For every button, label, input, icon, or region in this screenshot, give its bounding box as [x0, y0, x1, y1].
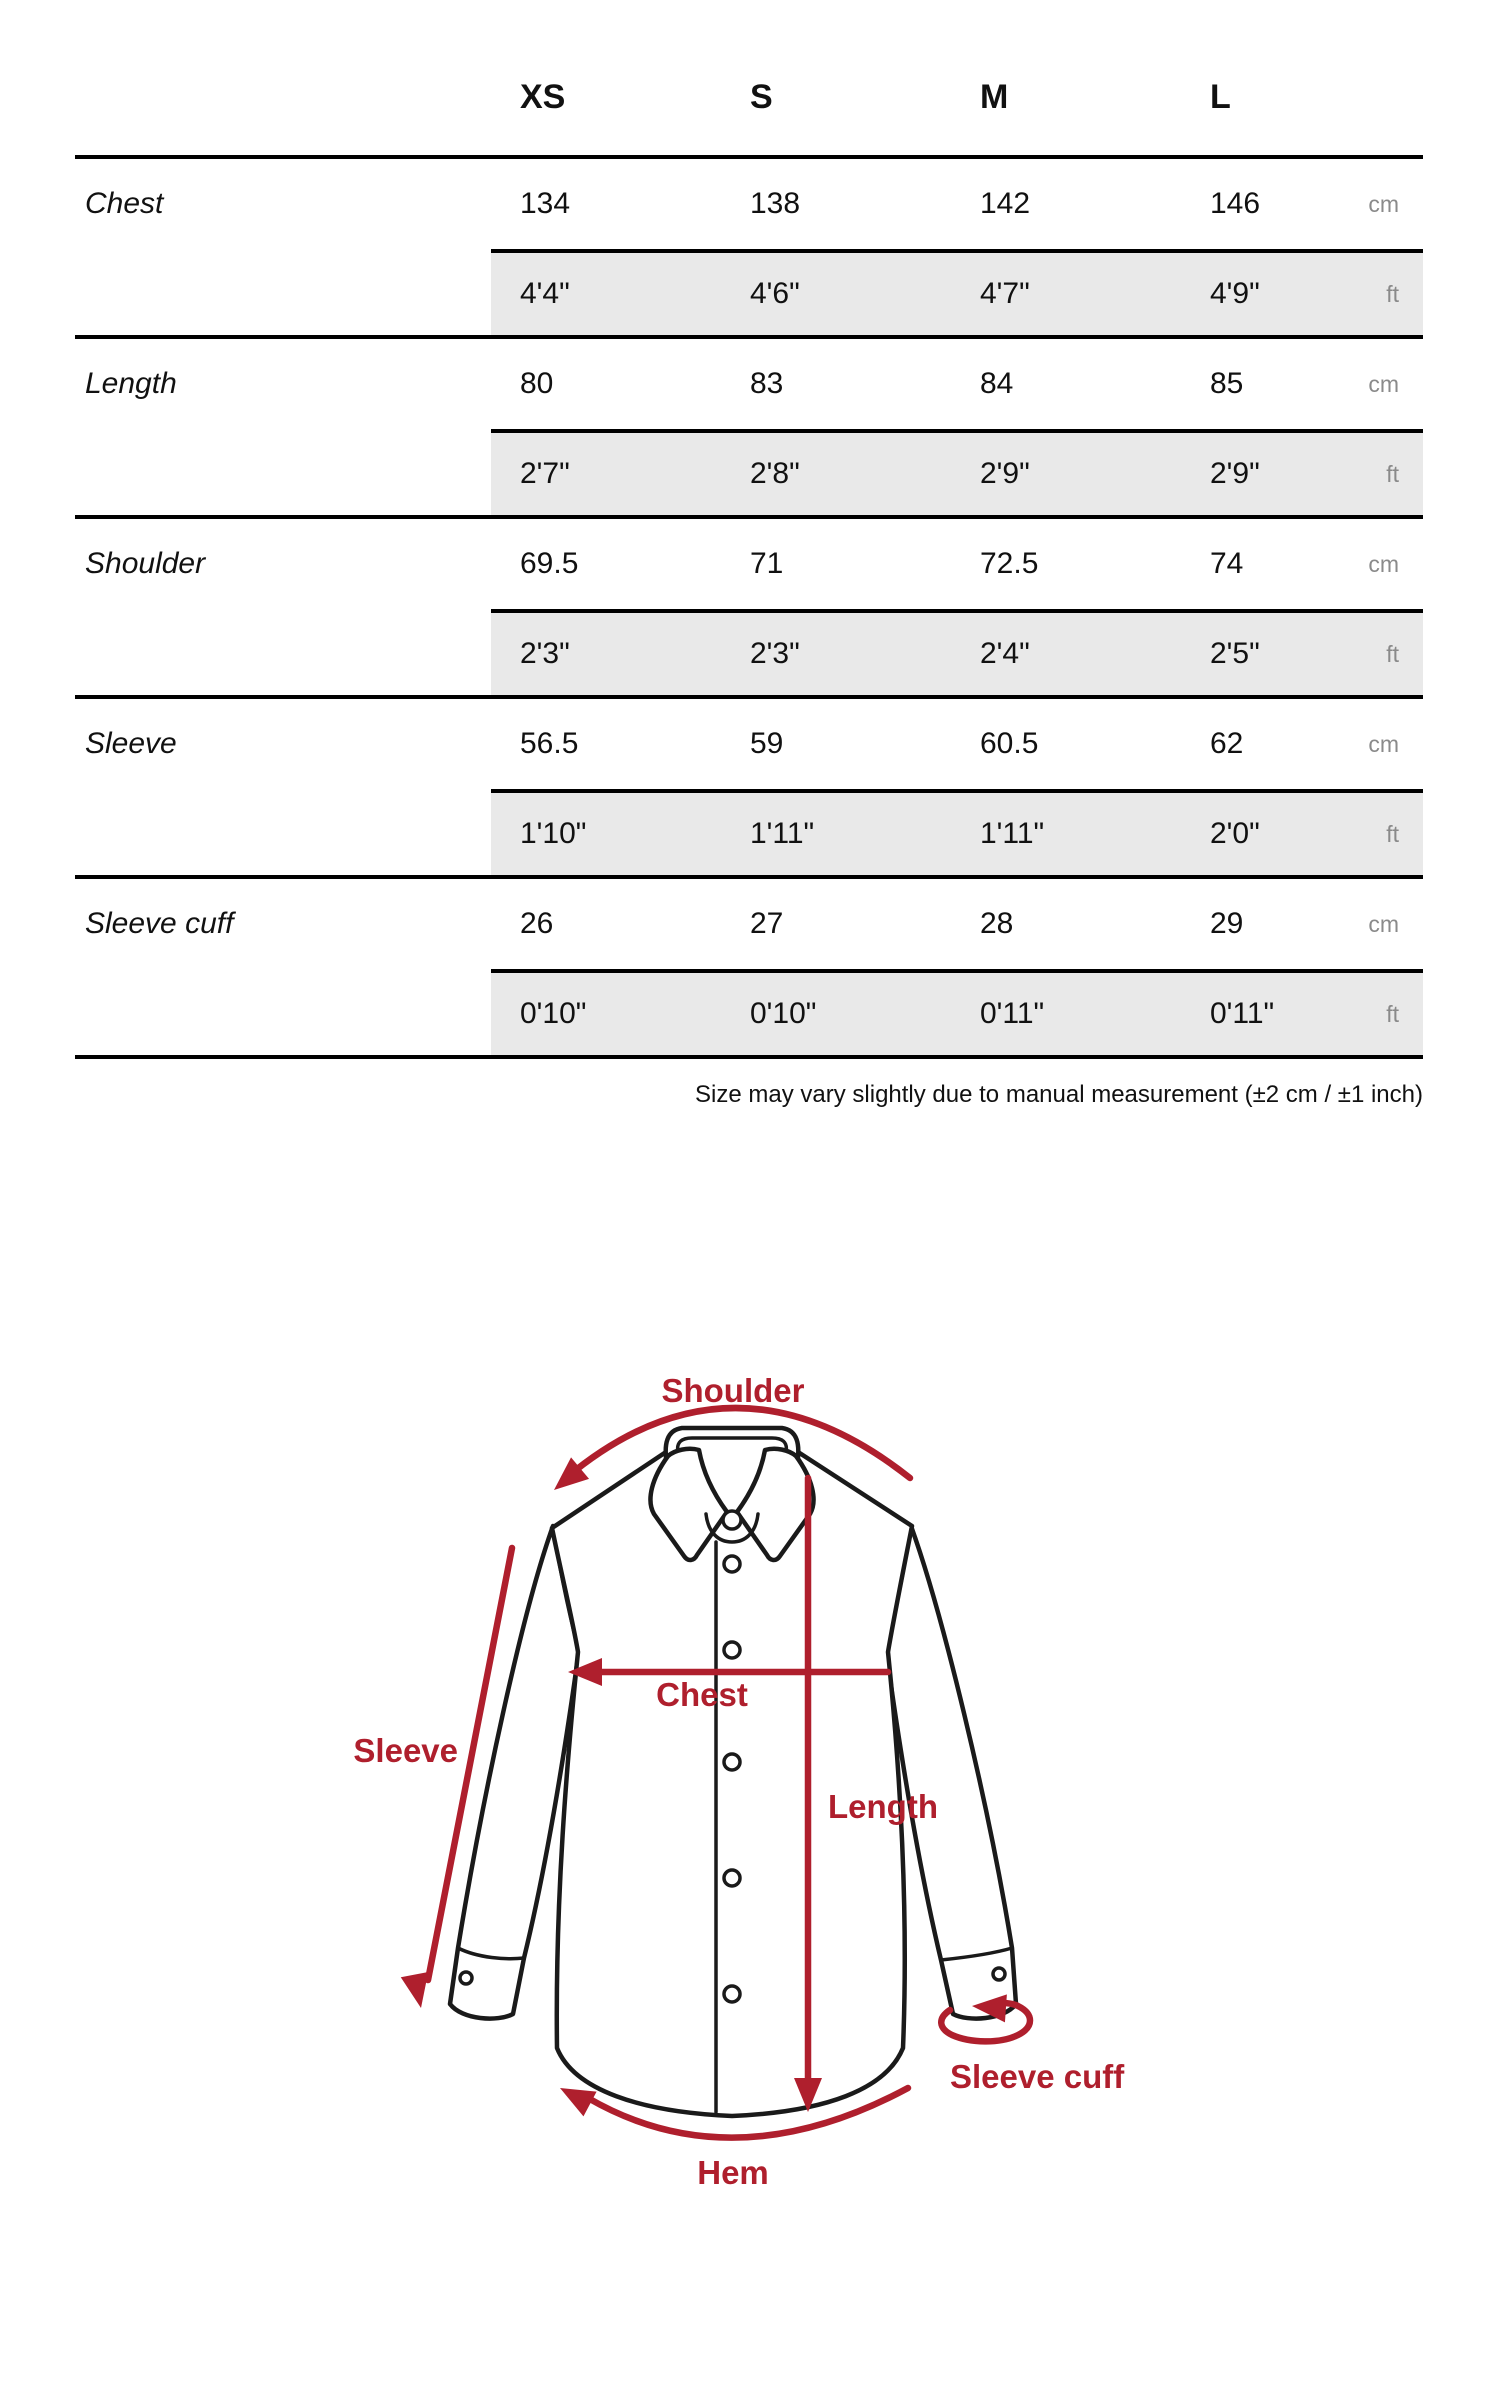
unit-label-ft: ft	[1386, 820, 1399, 847]
unit-label-ft: ft	[1386, 640, 1399, 667]
collar-button	[723, 1511, 741, 1529]
ft-value-cell: 2'0"	[1210, 817, 1260, 850]
cm-value-cell: 62	[1210, 727, 1244, 760]
cm-row	[75, 159, 1423, 249]
cm-value-cell: 74	[1210, 547, 1244, 580]
ft-band	[491, 429, 1423, 515]
unit-label-cm: cm	[1368, 370, 1399, 397]
shirt-body	[552, 1452, 912, 2116]
unit-label-cm: cm	[1368, 550, 1399, 577]
unit-label-cm: cm	[1368, 910, 1399, 937]
ft-value-cell: 4'7"	[980, 277, 1030, 310]
cm-row	[75, 879, 1423, 969]
row-label: Length	[85, 367, 177, 400]
ft-row	[75, 609, 1423, 695]
ft-value-cell: 0'10"	[520, 997, 587, 1030]
left-cuff-button	[460, 1972, 472, 1984]
cm-row	[75, 339, 1423, 429]
shirt-diagram-svg	[0, 1320, 1500, 2240]
cm-row	[75, 519, 1423, 609]
ft-band	[491, 969, 1423, 1055]
cm-value-cell: 80	[520, 367, 554, 400]
row-label: Shoulder	[85, 547, 206, 580]
ft-value-cell: 2'5"	[1210, 637, 1260, 670]
shirt-button	[724, 1642, 740, 1658]
ft-row-spacer	[75, 609, 491, 695]
unit-label-ft: ft	[1386, 460, 1399, 487]
ft-row-spacer	[75, 249, 491, 335]
size-chart-table	[75, 40, 1423, 1109]
unit-label-cm: cm	[1368, 730, 1399, 757]
measurement-block-shoulder	[75, 519, 1423, 699]
ft-value-cell: 2'8"	[750, 457, 800, 490]
cm-value-cell: 83	[750, 367, 784, 400]
measurement-block-sleeve	[75, 699, 1423, 879]
size-column-header-xs: XS	[520, 78, 566, 116]
sleeve-annotation-label: Sleeve	[353, 1732, 458, 1769]
cm-value-cell: 85	[1210, 367, 1244, 400]
ft-row	[75, 429, 1423, 515]
chest-annotation-label: Chest	[656, 1676, 748, 1713]
ft-value-cell: 0'11"	[980, 997, 1045, 1030]
ft-row-spacer	[75, 429, 491, 515]
row-label: Sleeve	[85, 727, 177, 760]
unit-label-ft: ft	[1386, 280, 1399, 307]
size-column-header-l: L	[1210, 78, 1231, 116]
ft-value-cell: 4'4"	[520, 277, 570, 310]
ft-value-cell: 2'3"	[520, 637, 570, 670]
ft-value-cell: 2'3"	[750, 637, 800, 670]
ft-value-cell: 1'11"	[980, 817, 1045, 850]
cm-value-cell: 142	[980, 187, 1031, 220]
unit-label-ft: ft	[1386, 1000, 1399, 1027]
ft-value-cell: 4'6"	[750, 277, 800, 310]
cm-value-cell: 146	[1210, 187, 1261, 220]
ft-band	[491, 249, 1423, 335]
cm-value-cell: 71	[750, 547, 784, 580]
shirt-button	[724, 1754, 740, 1770]
unit-label-cm: cm	[1368, 190, 1399, 217]
shirt-button	[724, 1556, 740, 1572]
ft-value-cell: 2'9"	[1210, 457, 1260, 490]
ft-value-cell: 4'9"	[1210, 277, 1260, 310]
row-label: Sleeve cuff	[85, 907, 234, 940]
shoulder-annotation-label: Shoulder	[661, 1372, 805, 1409]
ft-row	[75, 249, 1423, 335]
cm-value-cell: 72.5	[980, 547, 1039, 580]
size-column-header-s: S	[750, 78, 773, 116]
ft-value-cell: 1'10"	[520, 817, 587, 850]
row-label: Chest	[85, 187, 164, 220]
cm-value-cell: 29	[1210, 907, 1244, 940]
ft-value-cell: 2'4"	[980, 637, 1030, 670]
cm-value-cell: 134	[520, 187, 571, 220]
measurement-block-chest	[75, 159, 1423, 339]
ft-band	[491, 609, 1423, 695]
measurement-block-sleeve-cuff	[75, 879, 1423, 1059]
ft-value-cell: 0'10"	[750, 997, 817, 1030]
cm-value-cell: 28	[980, 907, 1014, 940]
right-cuff-button	[993, 1968, 1005, 1980]
ft-row	[75, 969, 1423, 1055]
sleeve-cuff-annotation-label: Sleeve cuff	[950, 2058, 1125, 2095]
cm-value-cell: 138	[750, 187, 801, 220]
ft-row-spacer	[75, 969, 491, 1055]
ft-row-spacer	[75, 789, 491, 875]
cm-row	[75, 699, 1423, 789]
cm-value-cell: 56.5	[520, 727, 579, 760]
cm-value-cell: 84	[980, 367, 1014, 400]
size-column-header-m: M	[980, 78, 1009, 116]
ft-value-cell: 2'7"	[520, 457, 570, 490]
cm-value-cell: 59	[750, 727, 784, 760]
ft-value-cell: 2'9"	[980, 457, 1030, 490]
cm-value-cell: 60.5	[980, 727, 1039, 760]
cm-value-cell: 69.5	[520, 547, 579, 580]
measurement-block-length	[75, 339, 1423, 519]
ft-band	[491, 789, 1423, 875]
ft-row	[75, 789, 1423, 875]
shirt-button	[724, 1986, 740, 2002]
shirt-measurement-diagram	[0, 1320, 1500, 2240]
hem-annotation-label: Hem	[697, 2154, 769, 2191]
length-annotation-label: Length	[828, 1788, 938, 1825]
cm-value-cell: 27	[750, 907, 784, 940]
shirt-button	[724, 1870, 740, 1886]
ft-value-cell: 0'11"	[1210, 997, 1275, 1030]
cm-value-cell: 26	[520, 907, 554, 940]
ft-value-cell: 1'11"	[750, 817, 815, 850]
measurement-note: Size may vary slightly due to manual measurement (±2 cm / ±1 inch)	[695, 1081, 1423, 1108]
shirt-outline	[450, 1428, 1016, 2116]
size-header-row	[75, 40, 1423, 159]
